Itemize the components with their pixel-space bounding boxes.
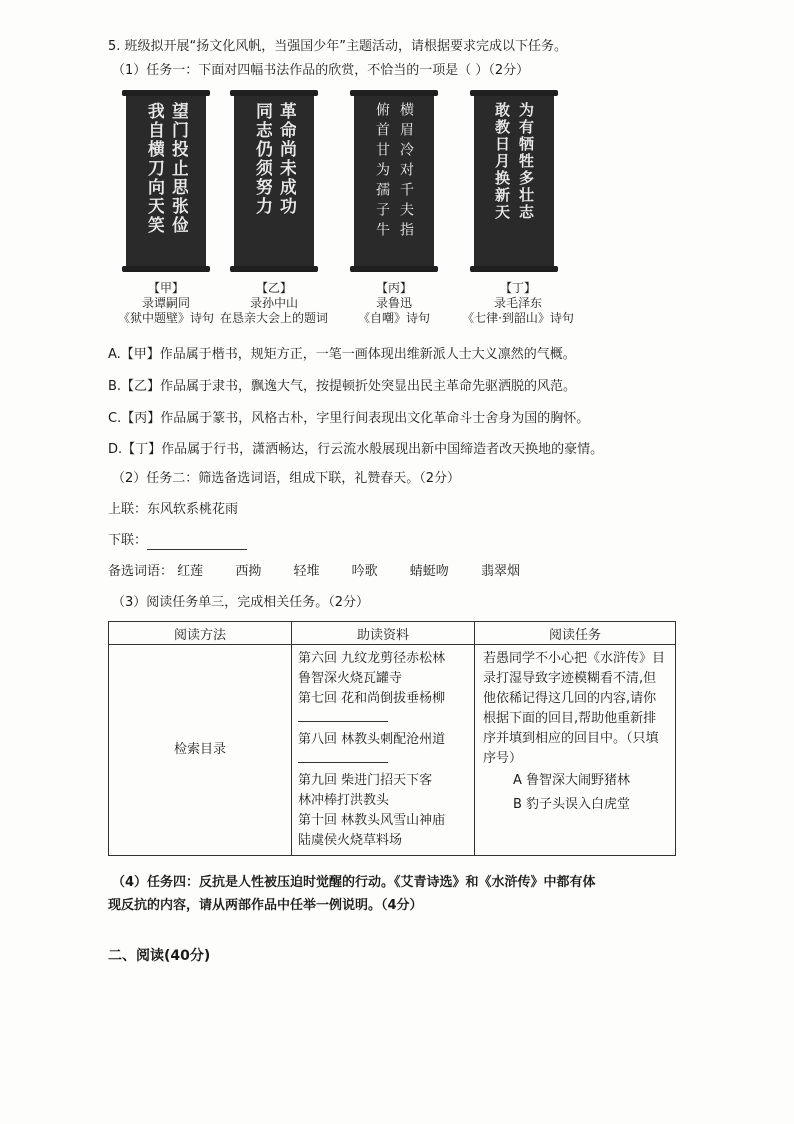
chapter-7-title: 第七回 花和尚倒拔垂杨柳	[298, 691, 446, 706]
scroll-ding	[474, 90, 554, 272]
candidate-word: 红莲	[177, 564, 204, 579]
scroll-paper	[234, 96, 314, 266]
task-cell	[475, 645, 676, 856]
section-two-heading: 二、阅读(40分)	[108, 948, 211, 964]
scroll-ding-col2: 敢教日月换新天	[493, 102, 511, 221]
chapter-7-blank[interactable]	[298, 709, 388, 722]
candidate-word: 西拗	[235, 564, 262, 579]
scroll-rod	[230, 266, 318, 272]
scroll-bing-col2: 俯首甘为孺子牛	[374, 102, 390, 242]
caption-author: 录鲁迅	[375, 296, 412, 310]
reading-task-table	[108, 621, 676, 856]
lower-couplet-label: 下联：	[108, 533, 148, 548]
lower-couplet-blank[interactable]	[147, 535, 247, 550]
chapter-6-sub: 鲁智深火烧瓦罐寺	[298, 671, 403, 686]
chapter-10-sub: 陆虞侯火烧草料场	[298, 833, 403, 848]
caption-work: 《自嘲》诗句	[357, 311, 430, 325]
scroll-ding-col1: 为有牺牲多壮志	[517, 102, 535, 221]
candidate-word: 吟歌	[351, 564, 378, 579]
chapter-9-sub: 林冲棒打洪教头	[298, 793, 390, 808]
chapter-8-title: 第八回 林教头刺配沧州道	[298, 732, 446, 747]
task2-prompt: （2）任务二：筛选备选词语，组成下联，礼赞春天。（2分）	[112, 471, 461, 486]
option-a: A.【甲】作品属于楷书，规矩方正，一笔一画体现出维新派人士大义凛然的气概。	[108, 347, 576, 362]
chapter-6-title: 第六回 九纹龙剪径赤松林	[298, 651, 446, 666]
task1-prompt: （1）任务一：下面对四幅书法作品的欣赏，不恰当的一项是（ ）（2分）	[112, 63, 530, 78]
option-c: C.【丙】作品属于篆书，风格古朴，字里行间表现出文化革命斗士舍身为国的胸怀。	[108, 411, 590, 426]
caption-tag: 【甲】	[147, 281, 184, 295]
table-row	[109, 645, 676, 856]
scroll-paper	[354, 96, 434, 266]
candidate-word: 轻堆	[293, 564, 320, 579]
candidate-word: 蜻蜓吻	[409, 564, 449, 579]
scroll-yi	[234, 90, 314, 272]
task-option-b: B 豹子头误入白虎堂	[513, 797, 631, 812]
header-method: 阅读方法	[109, 622, 292, 645]
scroll-paper	[474, 96, 554, 266]
task4-line2: 现反抗的内容，请从两部作品中任举一例说明。（4分）	[108, 898, 423, 913]
caption-author: 录谭嗣同	[141, 296, 190, 310]
question-stem: 5. 班级拟开展“扬文化风帆，当强国少年”主题活动，请根据要求完成以下任务。	[108, 39, 568, 54]
lower-couplet	[108, 532, 247, 550]
caption-work: 在恳亲大会上的题词	[219, 311, 328, 325]
scroll-rod	[470, 266, 558, 272]
scroll-bing	[354, 90, 434, 272]
chapter-10-title: 第十回 林教头风雪山神庙	[298, 813, 446, 828]
caption-ding	[438, 281, 598, 326]
caption-tag: 【乙】	[255, 281, 292, 295]
scroll-yi-col1: 革命尚未成功	[276, 102, 296, 216]
candidate-words	[108, 563, 548, 581]
header-task: 阅读任务	[475, 622, 676, 645]
scroll-jia-col1: 望门投止思张俭	[168, 102, 188, 235]
option-b: B.【乙】作品属于隶书，飘逸大气，按提顿折处突显出民主革命先驱洒脱的风范。	[108, 379, 577, 394]
caption-work: 《狱中题壁》诗句	[117, 311, 214, 325]
upper-couplet	[108, 501, 238, 519]
scroll-paper	[126, 96, 206, 266]
option-d: D.【丁】作品属于行书，潇洒畅达，行云流水般展现出新中国缔造者改天换地的豪情。	[108, 442, 604, 457]
table-header-row	[109, 622, 676, 645]
task-description: 若愚同学不小心把《水浒传》目录打湿导致字迹模糊看不清,但他依稀记得这几回的内容,请你根据下面的回目,帮助他重新排序并填到相应的回目中。（只填序号）	[483, 651, 666, 766]
caption-author: 录毛泽东	[493, 296, 542, 310]
scroll-rod	[350, 266, 438, 272]
header-material: 助读资料	[292, 622, 475, 645]
caption-tag: 【丙】	[375, 281, 412, 295]
material-cell	[292, 645, 475, 856]
candidates-label: 备选词语：	[108, 564, 174, 579]
chapter-8-blank[interactable]	[298, 750, 388, 763]
scroll-rod	[122, 266, 210, 272]
upper-couplet-text: 东风软系桃花雨	[147, 502, 239, 517]
caption-author: 录孙中山	[249, 296, 298, 310]
task3-prompt: （3）阅读任务单三，完成相关任务。（2分）	[112, 595, 370, 610]
method-cell: 检索目录	[109, 645, 292, 856]
candidate-word: 翡翠烟	[480, 564, 520, 579]
scroll-bing-col1: 横眉冷对千夫指	[398, 102, 414, 242]
caption-work: 《七律·到韶山》诗句	[462, 311, 574, 325]
upper-couplet-label: 上联：	[108, 502, 148, 517]
scroll-jia	[126, 90, 206, 272]
scroll-yi-col2: 同志仍须努力	[252, 102, 272, 216]
chapter-9-title: 第九回 柴进门招天下客	[298, 773, 433, 788]
task4-line1: （4）任务四：反抗是人性被压迫时觉醒的行动。《艾青诗选》和《水浒传》中都有体	[112, 875, 596, 890]
caption-tag: 【丁】	[499, 281, 536, 295]
scroll-jia-col2: 我自横刀向天笑	[144, 102, 164, 235]
task-option-a: A 鲁智深大闹野猪林	[513, 773, 631, 788]
